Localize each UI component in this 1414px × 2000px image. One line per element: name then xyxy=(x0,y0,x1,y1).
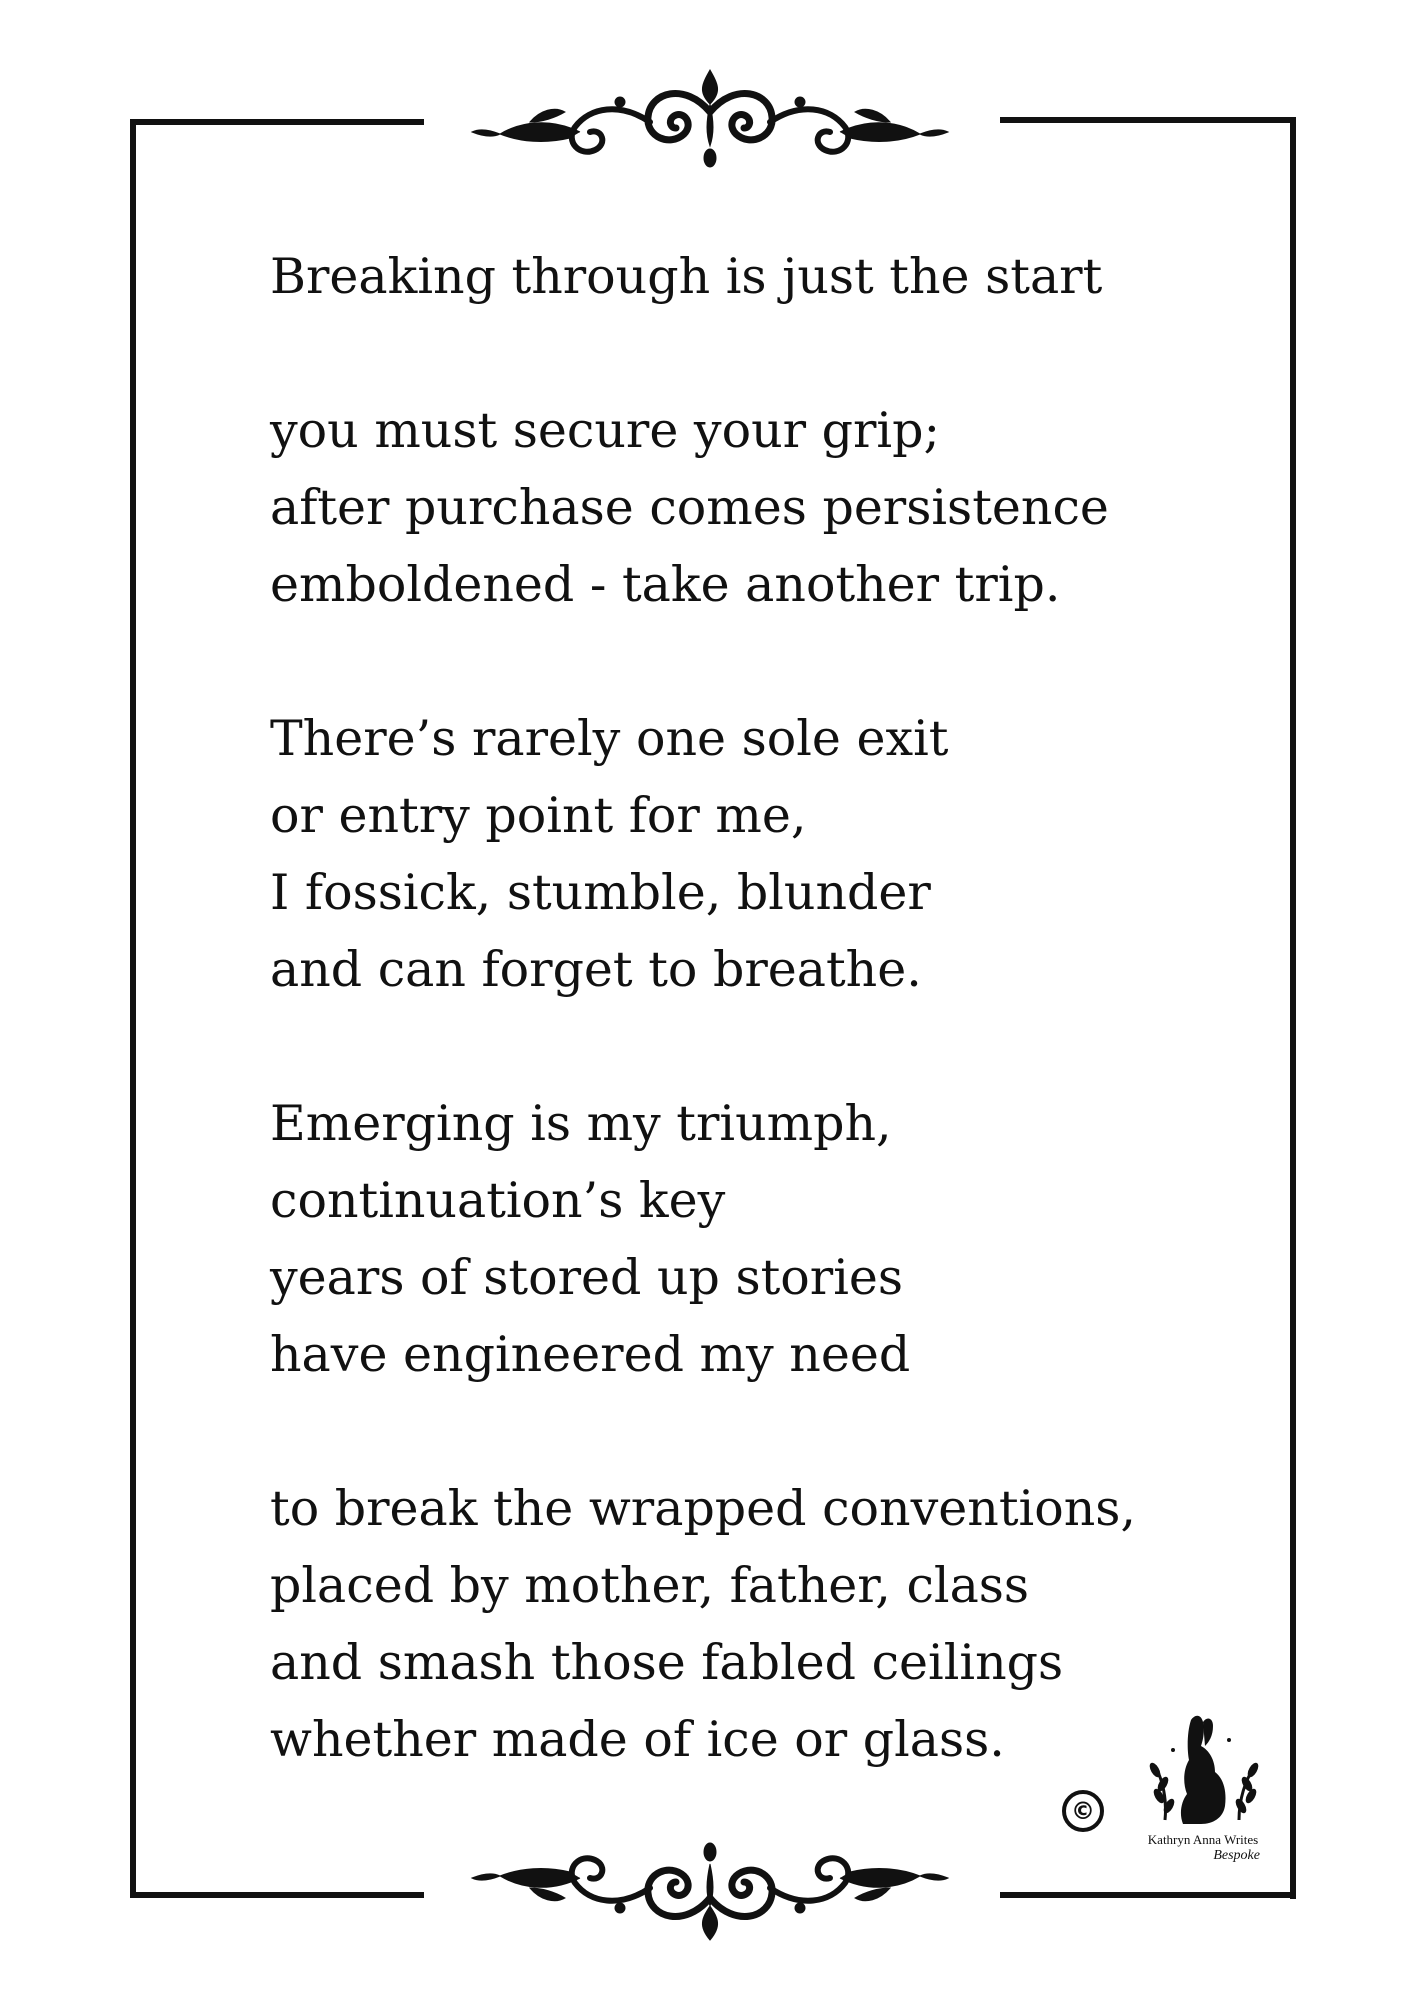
poem-line: emboldened - take another trip. xyxy=(270,556,1061,613)
poem-line: years of stored up stories xyxy=(270,1249,904,1306)
poem-line: There’s rarely one sole exit xyxy=(270,710,949,767)
poem-line: Emerging is my triumph, xyxy=(270,1095,892,1152)
stanza xyxy=(270,700,1270,1008)
poem-line: whether made of ice or glass. xyxy=(270,1711,1005,1768)
logo-name: Kathryn Anna Writes xyxy=(1147,1832,1259,1847)
poem-body xyxy=(270,238,1270,1778)
logo-subtitle: Bespoke xyxy=(1213,1848,1260,1863)
bottom-flourish-ornament-icon xyxy=(470,1838,950,1948)
poem-line: you must secure your grip; xyxy=(270,402,940,459)
poem-line: to break the wrapped conventions, xyxy=(270,1480,1136,1537)
frame-left-line xyxy=(130,119,136,1898)
frame-top-right-line xyxy=(1000,117,1296,123)
poem-line: and can forget to breathe. xyxy=(270,941,922,998)
stanza xyxy=(270,1085,1270,1393)
stanza xyxy=(270,238,1270,315)
poem-line: and smash those fabled ceilings xyxy=(270,1634,1064,1691)
poem-line: or entry point for me, xyxy=(270,787,807,844)
poem-line: Breaking through is just the start xyxy=(270,248,1103,305)
frame-bottom-left-line xyxy=(130,1892,424,1898)
poem-line: I fossick, stumble, blunder xyxy=(270,864,931,921)
poem-line: after purchase comes persistence xyxy=(270,479,1109,536)
copyright-icon: © xyxy=(1062,1790,1104,1832)
frame-bottom-right-line xyxy=(1000,1892,1296,1898)
hare-logo-icon xyxy=(1143,1710,1263,1830)
poem-line: placed by mother, father, class xyxy=(270,1557,1030,1614)
poem-line: have engineered my need xyxy=(270,1326,911,1383)
stanza xyxy=(270,392,1270,623)
poem-line: continuation’s key xyxy=(270,1172,726,1229)
stanza xyxy=(270,1470,1270,1778)
top-flourish-ornament-icon xyxy=(470,62,950,172)
frame-top-left-line xyxy=(130,119,424,125)
author-logo xyxy=(1128,1710,1278,1870)
frame-right-line xyxy=(1290,117,1296,1899)
